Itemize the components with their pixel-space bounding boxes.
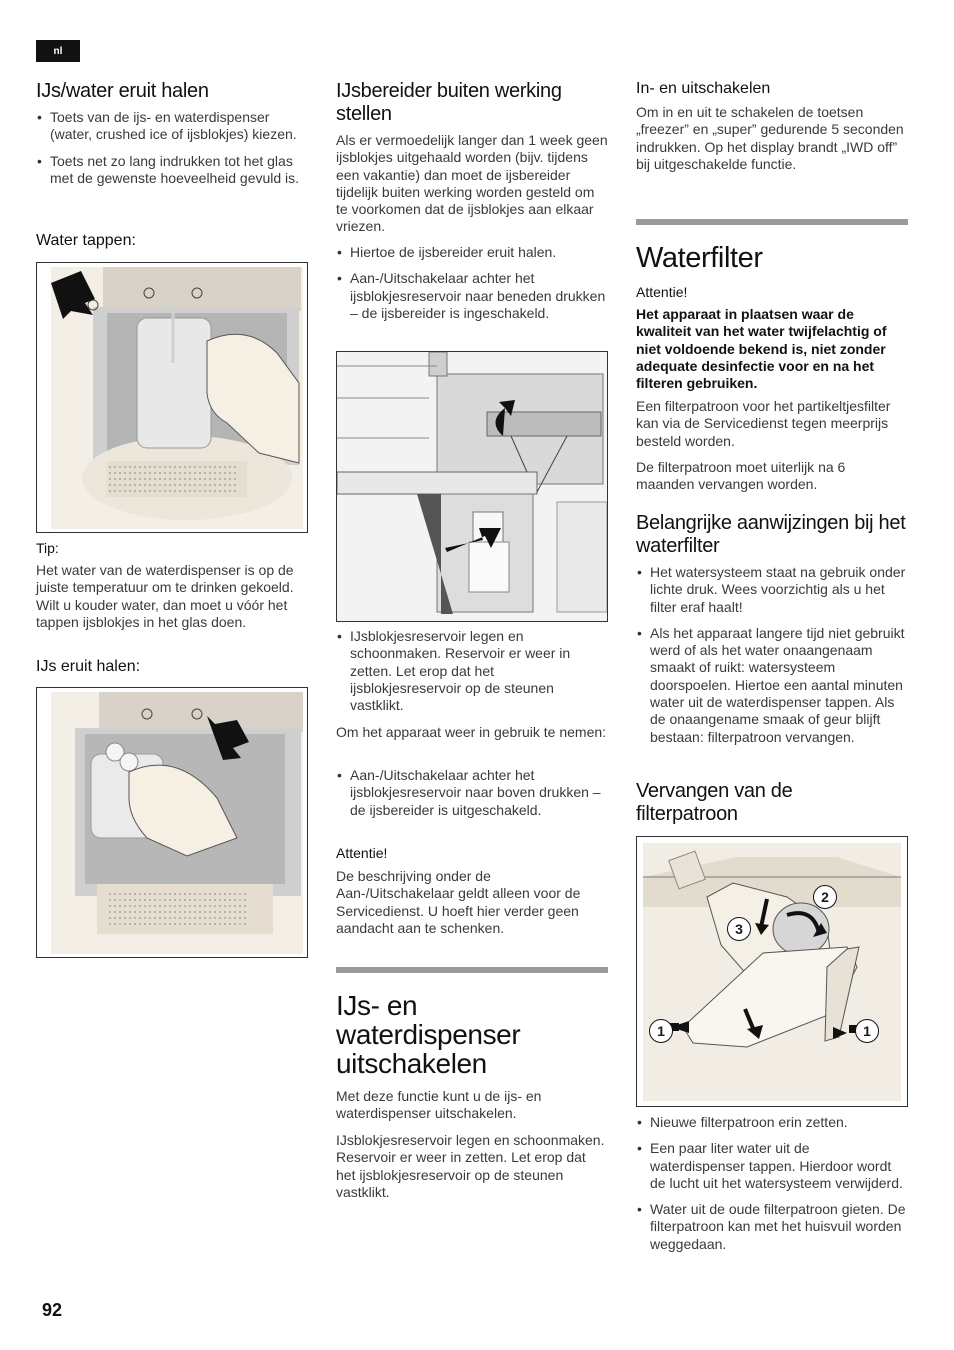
list-item: • Hiertoe de ijsbereider eruit halen. bbox=[336, 244, 608, 261]
heading-ijsbereider-buiten-werking: IJsbereider buiten werking stellen bbox=[336, 80, 562, 125]
page-number: 92 bbox=[42, 1300, 63, 1320]
list-item: • Toets van de ijs- en waterdispenser (water, crushed ice of ijsblokjes) kiezen. bbox=[36, 109, 308, 144]
callout-3: 3 bbox=[727, 917, 751, 941]
heading-belangrijke-aanwijzingen: Belangrijke aanwijzingen bij het waterfilter bbox=[636, 512, 906, 557]
subheading-in-uitschakelen: In- en uitschakelen bbox=[636, 80, 771, 97]
section-divider bbox=[336, 967, 608, 973]
figure-ijs-eruit bbox=[36, 687, 308, 958]
section-divider bbox=[636, 219, 908, 225]
subheading-ijs-eruit: IJs eruit halen: bbox=[36, 658, 141, 675]
figure-filterpatroon bbox=[636, 836, 908, 1107]
paragraph: Om in en uit te schakelen de toetsen „freezer” en „super” gedurende 5 seconden indrukken. Op het display brandt „IWD off” bij uitgeschakelde functie. bbox=[636, 104, 904, 172]
paragraph: IJsblokjesreservoir legen en schoonmaken. Reservoir er weer in zetten. Let erop dat het ijsblokjesreservoir op de steunen vastklikt. bbox=[336, 1132, 605, 1200]
callout-1-left: 1 bbox=[649, 1019, 673, 1043]
list-item: • IJsblokjesreservoir legen en schoonmaken. Reservoir er weer in zetten. Let erop dat het ijsblokjesreservoir op de steunen vastklikt. bbox=[336, 628, 608, 714]
attention-label: Attentie! bbox=[336, 845, 388, 861]
bullet-list bbox=[636, 1114, 908, 1262]
bullet-list bbox=[36, 109, 308, 196]
heading-vervangen-filterpatroon: Vervangen van de filterpatroon bbox=[636, 780, 793, 825]
callout-2: 2 bbox=[813, 885, 837, 909]
list-item: • Aan-/Uitschakelaar achter het ijsblokjesreservoir naar boven drukken – de ijsbereider is uitgeschakeld. bbox=[336, 767, 608, 819]
list-item: • Toets net zo lang indrukken tot het glas met de gewenste hoeveelheid gevuld is. bbox=[36, 153, 308, 188]
paragraph: De filterpatroon moet uiterlijk na 6 maanden vervangen worden. bbox=[636, 459, 846, 493]
heading-waterfilter: Waterfilter bbox=[636, 242, 763, 274]
restart-text: Om het apparaat weer in gebruik te nemen: bbox=[336, 724, 607, 740]
bullet-list bbox=[336, 628, 608, 723]
list-item: • Water uit de oude filterpatroon gieten. De filterpatroon kan met het huisvuil worden weggedaan. bbox=[636, 1201, 908, 1253]
attention-label: Attentie! bbox=[636, 284, 688, 300]
list-item: • Nieuwe filterpatroon erin zetten. bbox=[636, 1114, 908, 1131]
heading-ijs-waterdispenser-uitschakelen: IJs- en waterdispenser uitschakelen bbox=[336, 990, 521, 1079]
heading-ijs-water-eruit: IJs/water eruit halen bbox=[36, 80, 209, 102]
bullet-list bbox=[336, 244, 608, 331]
list-item: • Als het apparaat langere tijd niet gebruikt werd of als het water onaangenaam smaakt of ruikt: watersysteem doorspoelen. Hiertoe een aantal minuten water uit de waterdispenser tappen. Als de onaangename smaak of geur blijft bestaan: filterpatroon vervangen. bbox=[636, 625, 908, 746]
list-item: • Het watersysteem staat na gebruik onder lichte druk. Wees voorzichtig als u het filter eraf haalt! bbox=[636, 564, 908, 616]
list-item: • Een paar liter water uit de waterdispenser tappen. Hierdoor wordt de lucht uit het watersysteem verwijderd. bbox=[636, 1140, 908, 1192]
tip-text: Het water van de waterdispenser is op de juiste temperatuur om te drinken gekoeld. Wilt u kouder water, dan moet u vóór het tappen ijsblokjes in het glas doen. bbox=[36, 562, 294, 630]
callout-1-right: 1 bbox=[855, 1019, 879, 1043]
list-item: • Aan-/Uitschakelaar achter het ijsblokjesreservoir naar beneden drukken – de ijsbereider is ingeschakeld. bbox=[336, 270, 608, 322]
figure-water-tappen bbox=[36, 262, 308, 533]
bullet-list bbox=[336, 767, 608, 828]
attention-text: De beschrijving onder de Aan-/Uitschakelaar geldt alleen voor de Servicedienst. U hoeft hier verder geen aandacht aan te schenken. bbox=[336, 868, 581, 936]
paragraph: Met deze functie kunt u de ijs- en waterdispenser uitschakelen. bbox=[336, 1088, 542, 1122]
attention-text: Het apparaat in plaatsen waar de kwaliteit van het water twijfelachtig of niet voldoende bekend is, niet zonder adequate desinfectie voor en na het filteren gebruiken. bbox=[636, 306, 887, 392]
intro-text: Als er vermoedelijk langer dan 1 week geen ijsblokjes uitgehaald worden (bijv. tijdens een vakantie) dan moet de ijsbereider tijdelijk buiten werking worden gesteld om te voorkomen dat de ijsblokjes aan elkaar vriezen. bbox=[336, 132, 608, 235]
paragraph: Een filterpatroon voor het partikeltjesfilter kan via de Servicedienst tegen meerprijs besteld worden. bbox=[636, 398, 891, 449]
bullet-list bbox=[636, 564, 908, 755]
tip-label: Tip: bbox=[36, 540, 59, 556]
figure-ijsbereider bbox=[336, 351, 608, 622]
subheading-water-tappen: Water tappen: bbox=[36, 232, 136, 249]
language-tag: nl bbox=[36, 40, 80, 62]
